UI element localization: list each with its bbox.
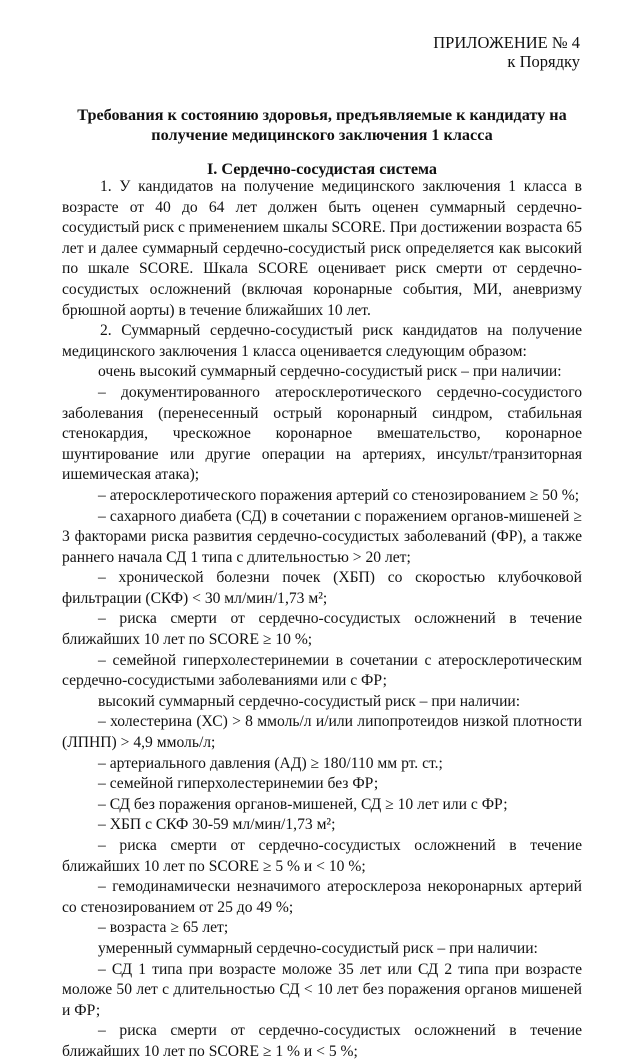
section-heading: I. Сердечно-сосудистая система: [206, 160, 438, 178]
paragraph: 2. Суммарный сердечно-сосудистый риск кандидатов на получение медицинского заключения 1 класса оценивается следующим образом:: [62, 322, 582, 360]
paragraph: – артериального давления (АД) ≥ 180/110 мм рт. ст.;: [98, 754, 443, 772]
paragraph: – холестерина (ХС) > 8 ммоль/л и/или липопротеидов низкой плотности (ЛПНП) > 4,9 ммоль/л;: [62, 713, 582, 752]
paragraph: – риска смерти от сердечно-сосудистых осложнений в течение ближайших 10 лет по SCORE ≥ 10 %;: [62, 610, 582, 649]
paragraph: – семейной гиперхолестеринемии без ФР;: [98, 775, 379, 793]
paragraph: – СД без поражения органов-мишеней, СД ≥ 10 лет или с ФР;: [98, 795, 508, 813]
paragraph: умеренный суммарный сердечно-сосудистый риск – при наличии:: [98, 939, 538, 957]
document-title: Требования к состоянию здоровья, предъявляемые к кандидату на получение медицинского заключения 1 класса: [77, 106, 567, 144]
appendix-title: ПРИЛОЖЕНИЕ № 4: [433, 33, 580, 52]
paragraph: – семейной гиперхолестеринемии в сочетании с атеросклеротическим сердечно-сосудистыми заболеваниями или с ФР;: [62, 651, 582, 690]
paragraph: – документированного атеросклеротического сердечно-сосудистого заболевания (перенесенный острый коронарный синдром, стабильная стенокардия, чрескожное коронарное вмешательство, коронарное шунтирование или другие операции на артериях, инсульт/транзиторная ишемическая атака);: [62, 383, 582, 484]
paragraph: – гемодинамически незначимого атеросклероза некоронарных артерий со стенозированием от 25 до 49 %;: [62, 878, 582, 916]
paragraph: – хронической болезни почек (ХБП) со скоростью клубочковой фильтрации (СКФ) < 30 мл/мин/1,73 м²;: [62, 569, 582, 607]
paragraph: – риска смерти от сердечно-сосудистых осложнений в течение ближайших 10 лет по SCORE ≥ 1 % и < 5 %;: [62, 1022, 582, 1060]
appendix-header: [433, 33, 580, 71]
paragraph: высокий суммарный сердечно-сосудистый риск – при наличии:: [98, 692, 521, 710]
paragraph: – возраста ≥ 65 лет;: [98, 919, 229, 937]
body-text: [62, 177, 582, 1063]
paragraph: – сахарного диабета (СД) в сочетании с поражением органов-мишеней ≥ 3 факторами риска развития сердечно-сосудистых заболеваний (ФР), а также раннего начала СД 1 типа с длительностью > 20 лет;: [62, 507, 582, 566]
paragraph: очень высокий суммарный сердечно-сосудистый риск – при наличии:: [98, 363, 562, 381]
paragraph: – атеросклеротического поражения артерий со стенозированием ≥ 50 %;: [98, 486, 580, 504]
paragraph: 1. У кандидатов на получение медицинского заключения 1 класса в возрасте от 40 до 64 лет должен быть оценен суммарный сердечно-сосудистый риск с применением шкалы SCORE. При достижении возраста 65 лет и далее суммарный сердечно-сосудистый риск определяется как высокий по шкале SCORE. Шкала SCORE оценивает риск смерти от сердечно-сосудистых осложнений (включая коронарные события, МИ, аневризму брюшной аорты) в течение ближайших 10 лет.: [62, 178, 582, 319]
appendix-subtitle: к Порядку: [507, 52, 580, 71]
paragraph: – риска смерти от сердечно-сосудистых осложнений в течение ближайших 10 лет по SCORE ≥ 5 % и < 10 %;: [62, 837, 582, 875]
paragraph: – СД 1 типа при возрасте моложе 35 лет или СД 2 типа при возрасте моложе 50 лет с длительностью СД < 10 лет без поражения органов мишеней и ФР;: [62, 960, 582, 1019]
paragraph: – ХБП с СКФ 30-59 мл/мин/1,73 м²;: [98, 816, 336, 834]
